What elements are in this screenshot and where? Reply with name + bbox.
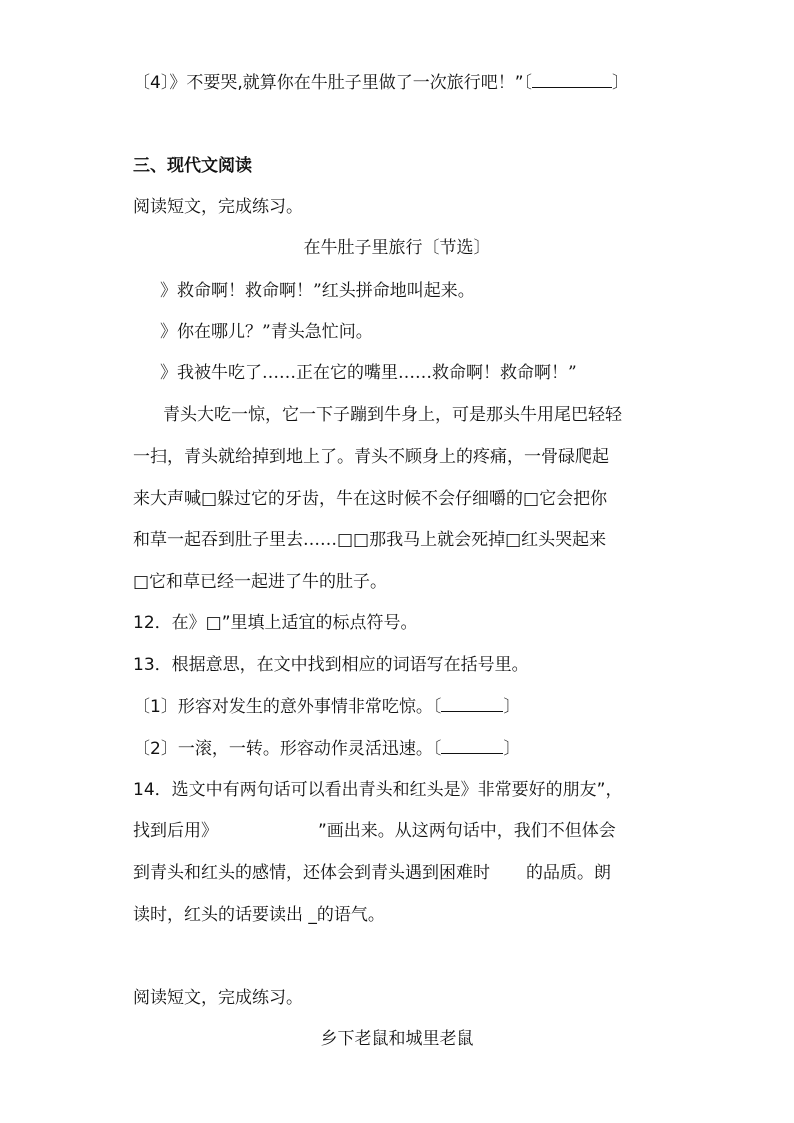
answer-blank[interactable] (441, 711, 503, 712)
passage-line-8: □它和草已经一起进了牛的肚子。 (133, 572, 388, 592)
question-13-1: 〔1〕形容对发生的意外事情非常吃惊。〔 〕 (133, 697, 521, 717)
answer-blank[interactable] (532, 87, 612, 88)
bracket-close: 〕 (612, 73, 630, 93)
question-4-line (133, 72, 629, 94)
question-13-2: 〔2〕一滚，一转。形容动作灵活迅速。〔 〕 (133, 739, 521, 759)
next-reading-instruction: 阅读短文，完成练习。 (133, 988, 303, 1008)
passage-line-2: 》你在哪儿？”青头急忙问。 (160, 322, 373, 342)
passage-line-3: 》我被牛吃了……正在它的嘴里……救命啊！救命啊！” (160, 363, 577, 383)
question-14-line-1: 14．选文中有两句话可以看出青头和红头是》非常要好的朋友”， (133, 780, 623, 800)
next-passage-title: 乡下老鼠和城里老鼠 (320, 1029, 474, 1049)
passage-line-6: 来大声喊□躲过它的牙齿，牛在这时候不会仔细嚼的□它会把你 (133, 489, 608, 509)
question-14-line-2: 找到后用》 ”画出来。从这两句话中，我们不但体会 (133, 821, 616, 841)
answer-blank[interactable] (441, 753, 503, 754)
question-13: 13．根据意思，在文中找到相应的词语写在括号里。 (133, 655, 529, 675)
section-heading: 三、现代文阅读 (133, 156, 252, 176)
passage-line-4: 青头大吃一惊，它一下子蹦到牛身上，可是那头牛用尾巴轻轻 (163, 405, 622, 425)
question-4-text: 〔4〕》不要哭,就算你在牛肚子里做了一次旅行吧！”〔 (133, 73, 533, 93)
passage-line-5: 一扫，青头就给掉到地上了。青头不顾身上的疼痛，一骨碌爬起 (133, 447, 609, 467)
question-14-line-4: 读时，红头的话要读出 _的语气。 (133, 905, 385, 925)
passage-line-1: 》救命啊！救命啊！”红头拼命地叫起来。 (160, 281, 475, 301)
reading-instruction: 阅读短文，完成练习。 (133, 197, 303, 217)
passage-title: 在牛肚子里旅行〔节选〕 (303, 238, 491, 258)
passage-line-7: 和草一起吞到肚子里去……□□那我马上就会死掉□红头哭起来 (133, 530, 607, 550)
question-14-line-3: 到青头和红头的感情，还体会到青头遇到困难时 的品质。朗 (133, 863, 611, 883)
question-12: 12．在》□”里填上适宜的标点符号。 (133, 613, 418, 633)
